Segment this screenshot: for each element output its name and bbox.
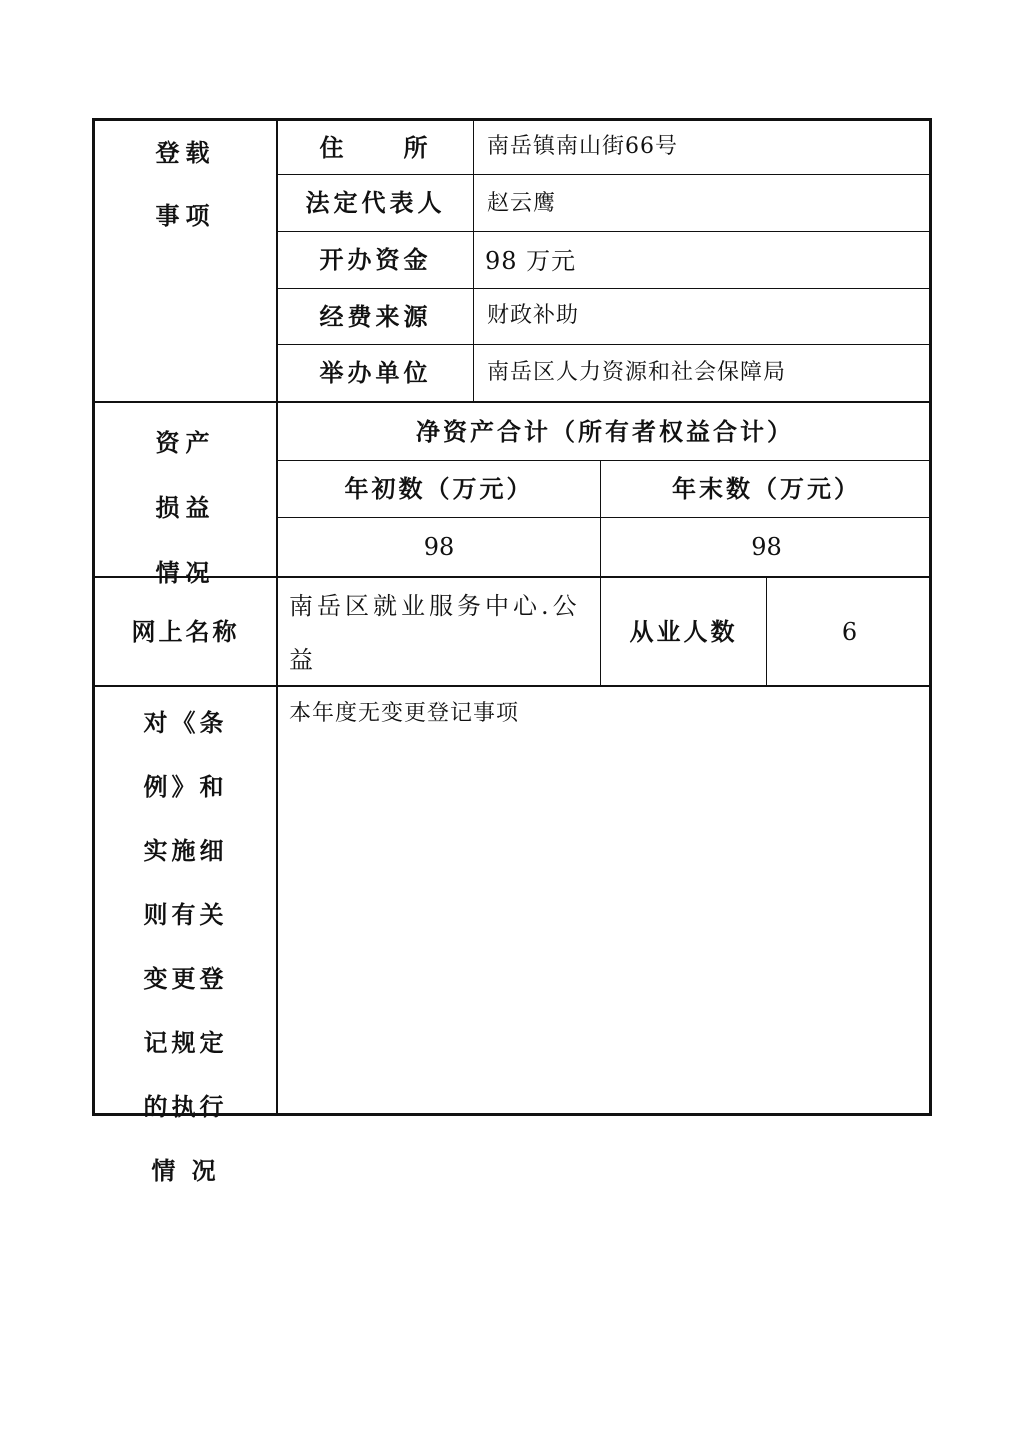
legal-representative-value: 赵云鹰 bbox=[487, 191, 557, 216]
staff-count-label: 从业人数 bbox=[629, 616, 738, 646]
funding-source-value: 财政补助 bbox=[487, 303, 580, 328]
registration-form-table bbox=[92, 118, 932, 1185]
changes-label-line: 变更登 bbox=[143, 964, 228, 993]
staff-count-value: 6 bbox=[841, 617, 858, 646]
changes-label-line: 记规定 bbox=[143, 1028, 228, 1057]
net-assets-header: 净资产合计（所有者权益合计） bbox=[416, 416, 794, 446]
sponsor-unit-value: 南岳区人力资源和社会保障局 bbox=[487, 360, 787, 385]
changes-label-line: 实施细 bbox=[143, 836, 228, 865]
assets-label-line2: 损益 bbox=[155, 493, 216, 522]
begin-of-year-label: 年初数（万元） bbox=[344, 474, 534, 503]
changes-label-line: 情 况 bbox=[151, 1156, 220, 1185]
registration-section-label bbox=[95, 133, 276, 231]
assets-section-label bbox=[95, 423, 276, 588]
assets-label-line3: 情况 bbox=[155, 558, 216, 587]
legal-representative-label: 法定代表人 bbox=[305, 188, 446, 217]
online-name-value: 南岳区就业服务中心.公益 bbox=[289, 592, 581, 674]
changes-content: 本年度无变更登记事项 bbox=[289, 701, 520, 726]
sponsor-unit-label: 举办单位 bbox=[319, 358, 432, 387]
column-divider bbox=[473, 121, 474, 401]
start-capital-value: 98 万元 bbox=[485, 247, 577, 275]
start-capital-label: 开办资金 bbox=[319, 245, 432, 274]
changes-label-line: 则有关 bbox=[143, 900, 228, 929]
changes-label-line: 例》和 bbox=[143, 772, 228, 801]
registration-label-line1: 登载 bbox=[155, 138, 216, 167]
registration-label-line2: 事项 bbox=[155, 201, 216, 230]
end-of-year-label: 年末数（万元） bbox=[672, 474, 861, 503]
online-name-label: 网上名称 bbox=[131, 616, 240, 646]
address-value: 南岳镇南山街66号 bbox=[487, 134, 678, 159]
assets-label-line1: 资产 bbox=[155, 428, 216, 457]
address-label: 住 所 bbox=[319, 132, 432, 162]
changes-section-label bbox=[95, 703, 276, 1186]
begin-of-year-value: 98 bbox=[423, 533, 455, 561]
end-of-year-value: 98 bbox=[751, 533, 782, 561]
changes-label-line: 对《条 bbox=[143, 708, 228, 737]
changes-label-line: 的执行 bbox=[143, 1092, 228, 1121]
funding-source-label: 经费来源 bbox=[319, 301, 432, 331]
